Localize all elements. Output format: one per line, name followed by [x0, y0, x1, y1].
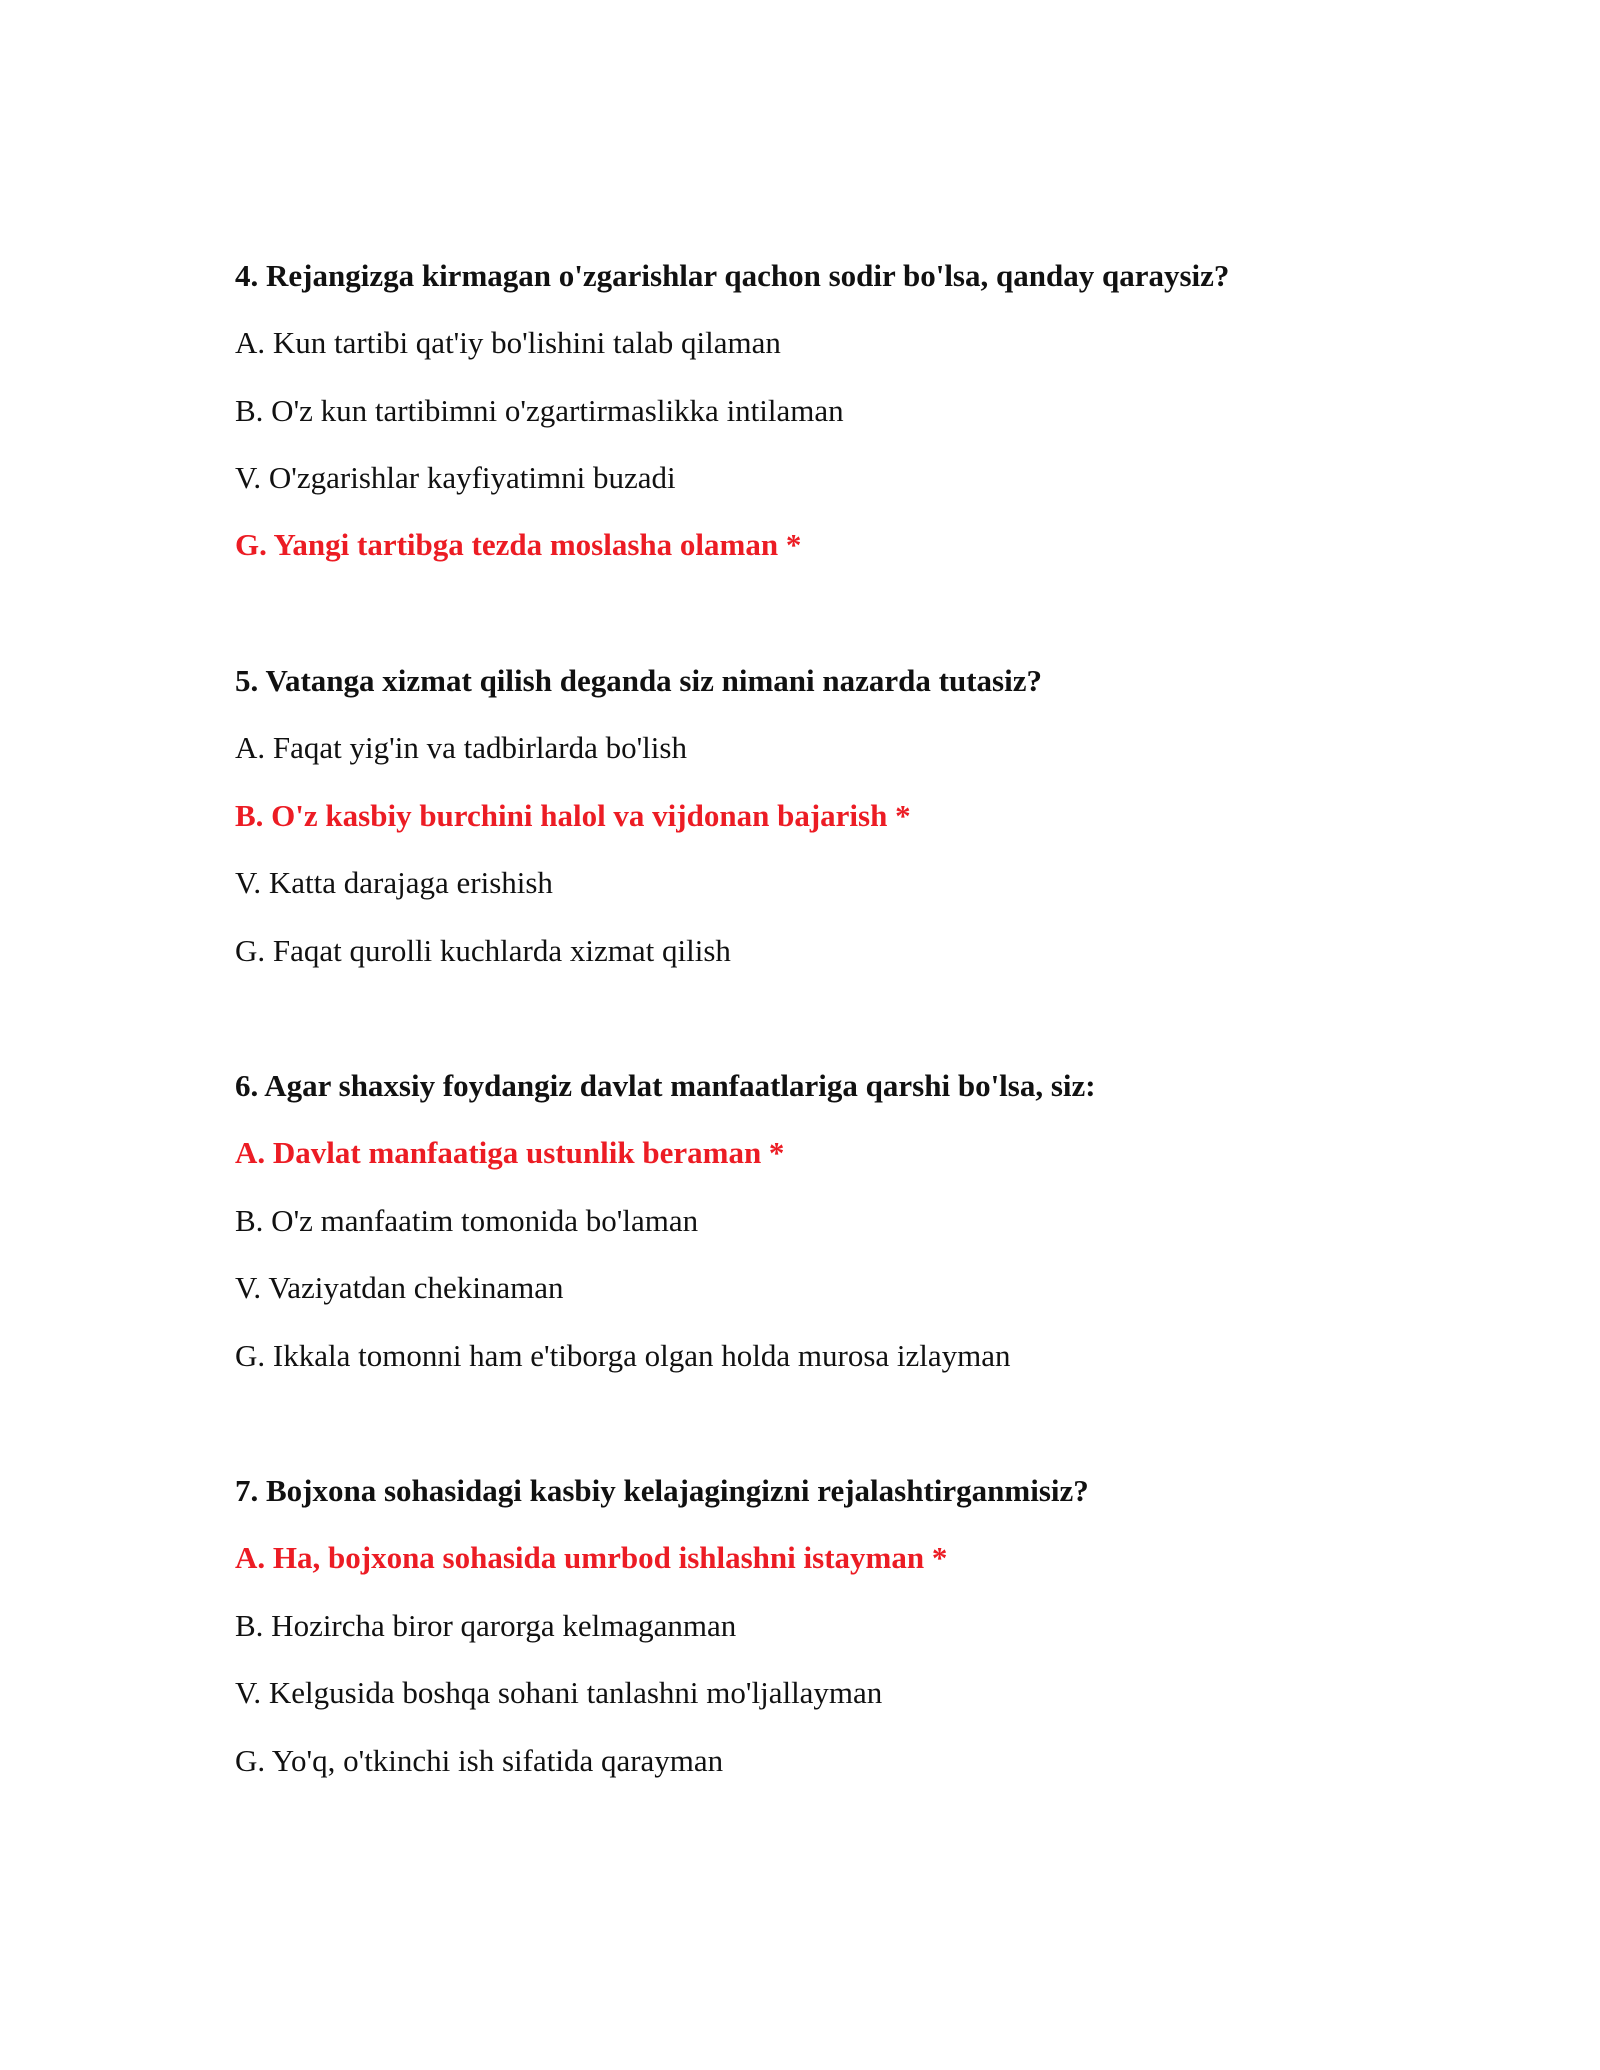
question-6-option-b: B. O'z manfaatim tomonida bo'laman: [235, 1203, 699, 1238]
question-7-option-b: B. Hozircha biror qarorga kelmaganman: [235, 1608, 737, 1643]
question-5-option-a: A. Faqat yig'in va tadbirlarda bo'lish: [235, 730, 687, 765]
question-4: 4. Rejangizga kirmagan o'zgarishlar qachon sodir bo'lsa, qanday qaraysiz?: [235, 258, 1230, 293]
question-6: 6. Agar shaxsiy foydangiz davlat manfaatlariga qarshi bo'lsa, siz:: [235, 1068, 1096, 1103]
question-5-option-b-correct: B. O'z kasbiy burchini halol va vijdonan bajarish *: [235, 798, 911, 833]
question-6-option-a-correct: A. Davlat manfaatiga ustunlik beraman *: [235, 1135, 785, 1170]
question-4-option-g-correct: G. Yangi tartibga tezda moslasha olaman *: [235, 527, 802, 562]
question-7: 7. Bojxona sohasidagi kasbiy kelajagingizni rejalashtirganmisiz?: [235, 1473, 1089, 1508]
question-7-option-g: G. Yo'q, o'tkinchi ish sifatida qarayman: [235, 1743, 724, 1778]
question-5: 5. Vatanga xizmat qilish deganda siz nimani nazarda tutasiz?: [235, 663, 1042, 698]
question-5-option-g: G. Faqat qurolli kuchlarda xizmat qilish: [235, 933, 731, 968]
question-6-option-g: G. Ikkala tomonni ham e'tiborga olgan holda murosa izlayman: [235, 1338, 1011, 1373]
question-7-option-v: V. Kelgusida boshqa sohani tanlashni mo'ljallayman: [235, 1675, 883, 1710]
question-4-option-b: B. O'z kun tartibimni o'zgartirmaslikka intilaman: [235, 393, 844, 428]
question-6-option-v: V. Vaziyatdan chekinaman: [235, 1270, 564, 1305]
question-4-option-v: V. O'zgarishlar kayfiyatimni buzadi: [235, 460, 676, 495]
question-4-option-a: A. Kun tartibi qat'iy bo'lishini talab qilaman: [235, 325, 781, 360]
question-7-option-a-correct: A. Ha, bojxona sohasida umrbod ishlashni istayman *: [235, 1540, 948, 1575]
question-5-option-v: V. Katta darajaga erishish: [235, 865, 553, 900]
